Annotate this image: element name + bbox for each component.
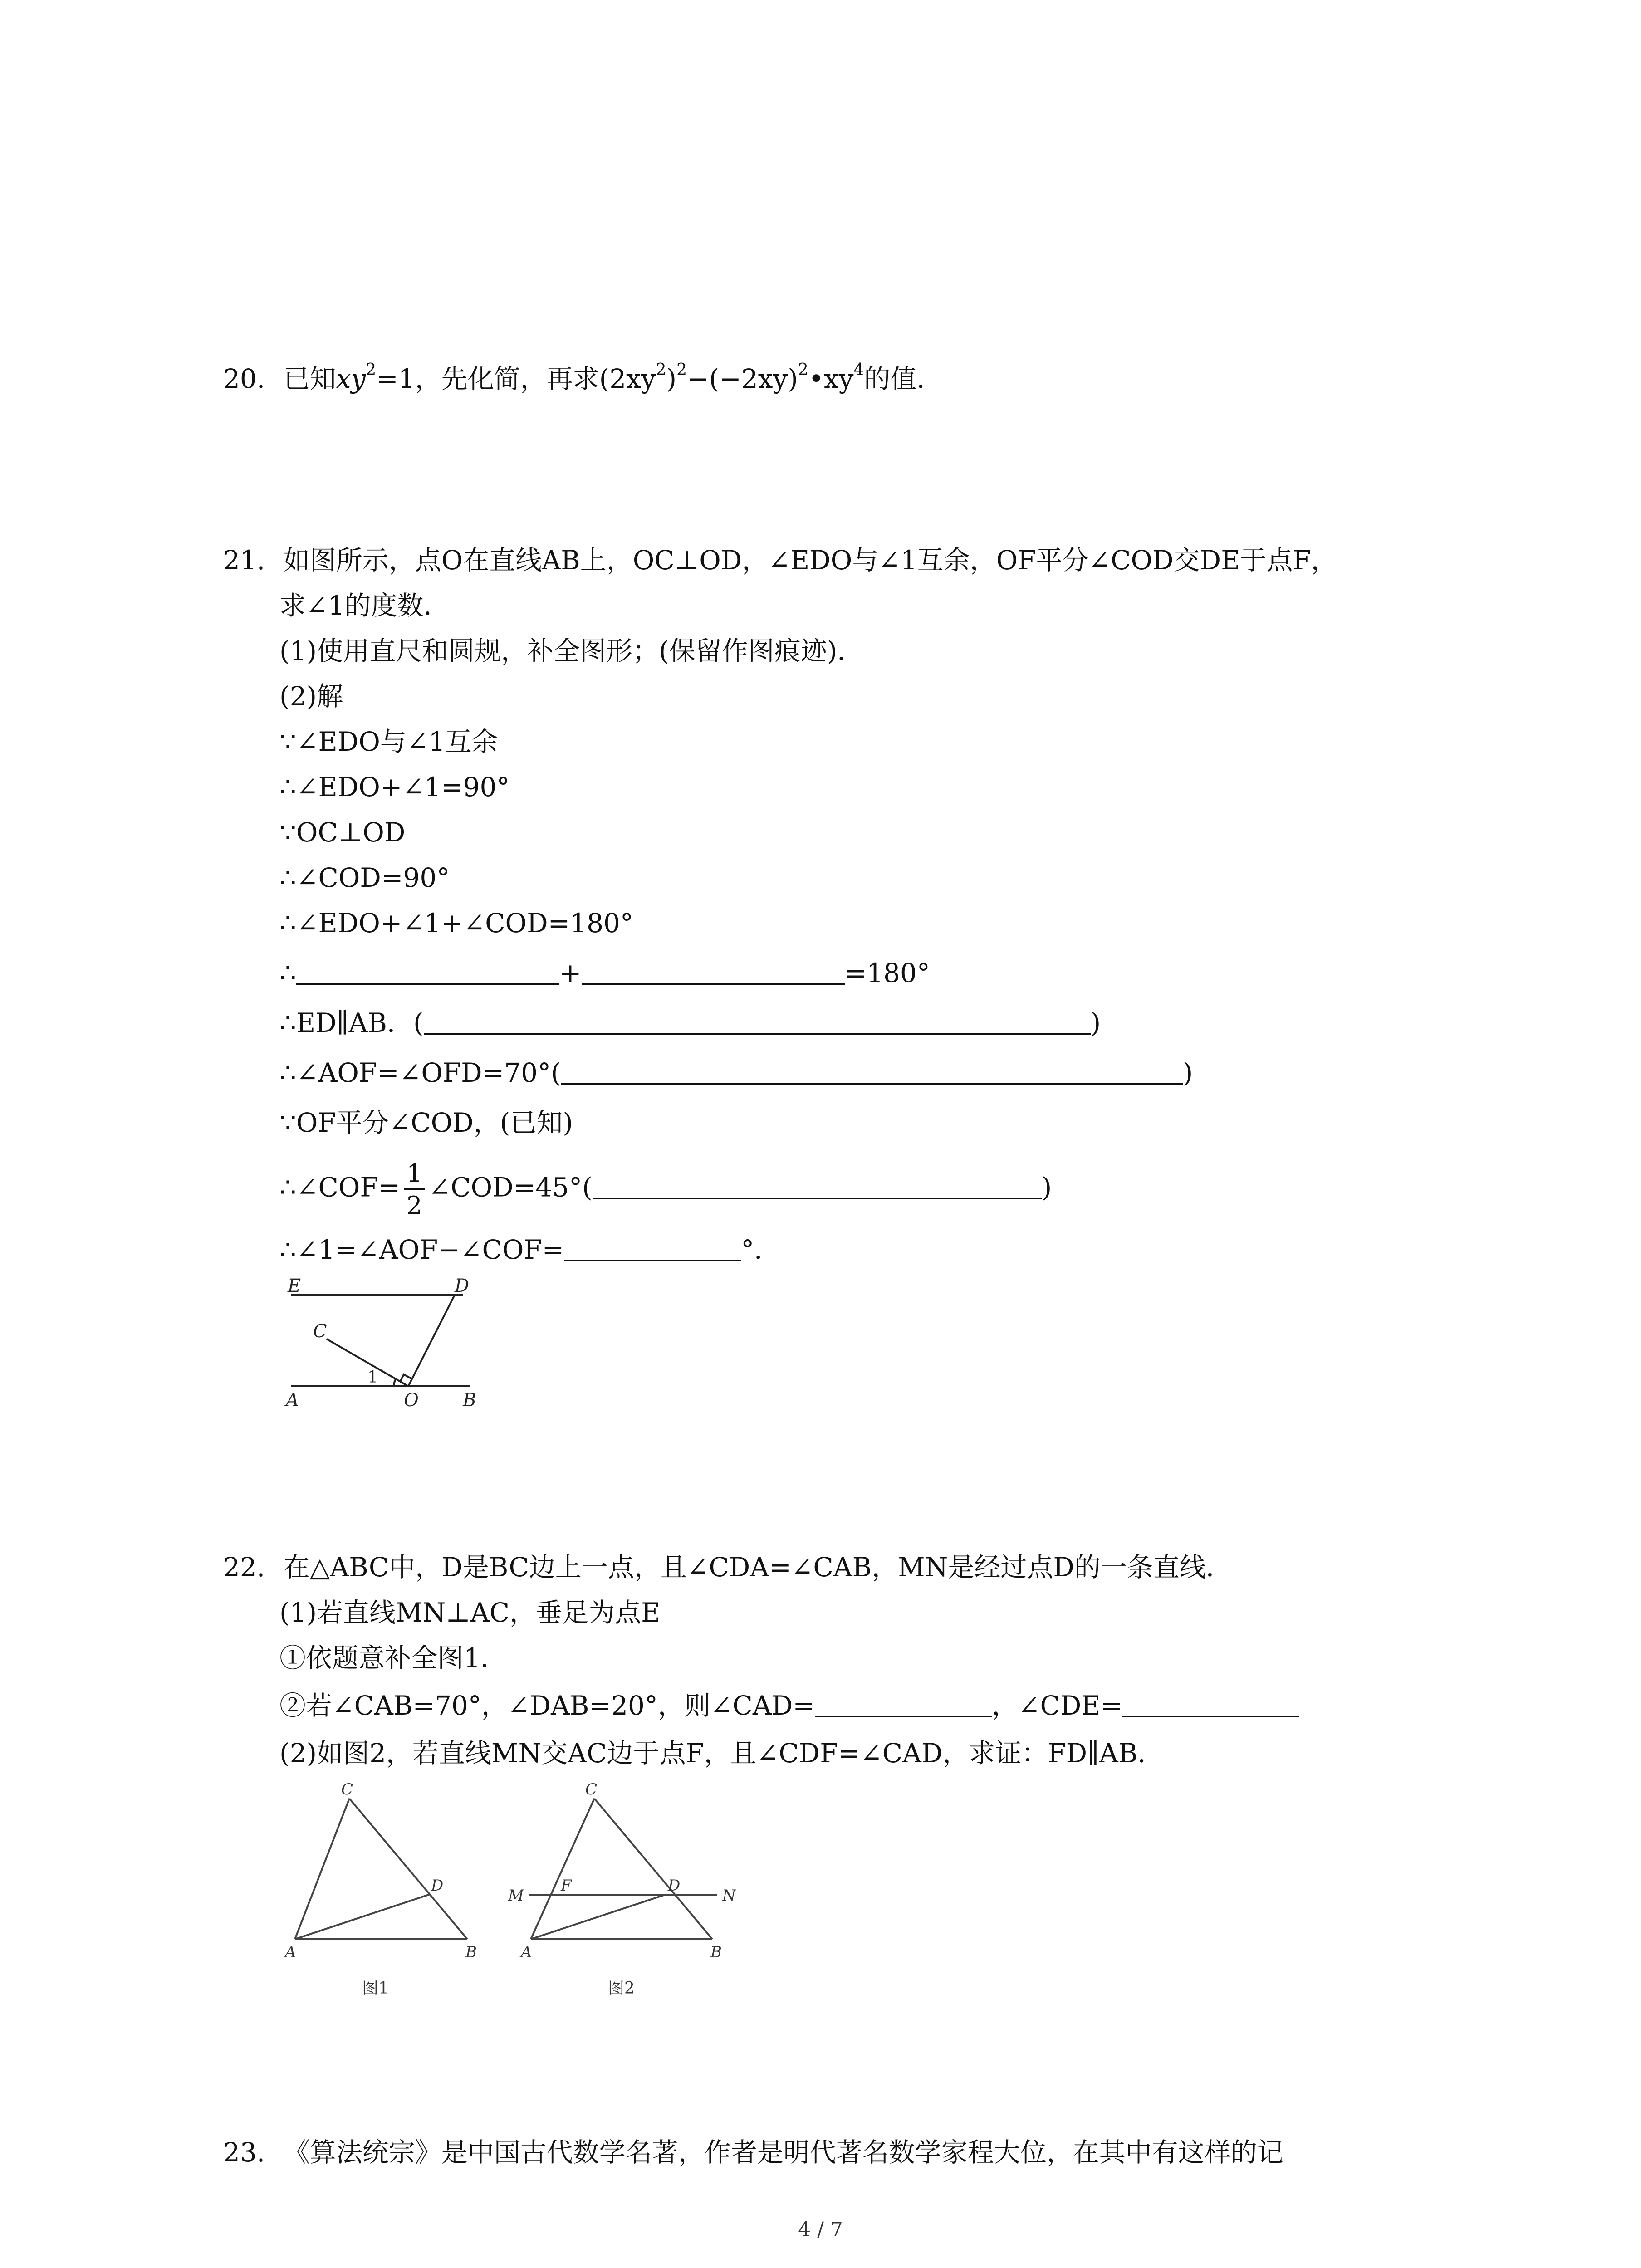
- q22-blank-2[interactable]: [1122, 1692, 1299, 1717]
- q21-line-14: [279, 1161, 1052, 1218]
- q22-f2-side-CB: [594, 1799, 712, 1939]
- q23-line-1: [223, 2136, 1283, 2168]
- q21-line-12: [279, 1057, 1193, 1089]
- q22-f2-label-F: F: [561, 1877, 572, 1895]
- q21-frac-num: 1: [404, 1161, 425, 1190]
- q21-l12-close: ): [1182, 1057, 1193, 1088]
- q22-figure-1: [281, 1778, 499, 2014]
- q21-l14-close: ): [1041, 1172, 1052, 1203]
- q23-number: 23.: [223, 2137, 265, 2168]
- q20-expr-d-exp: 4: [853, 360, 864, 379]
- q21-l12-text: ∴∠AOF=∠OFD=70°(: [279, 1057, 561, 1088]
- q22-figure-2: [504, 1778, 749, 2014]
- q20-line: [223, 360, 943, 395]
- q22-f1-label-A: A: [285, 1943, 296, 1961]
- q21-l15-degree: °．: [741, 1234, 781, 1265]
- q21-line-9: ∴∠EDO+∠1+∠COD=180°: [279, 908, 633, 938]
- page-number: 4 / 7: [798, 2218, 843, 2241]
- q22-f1-caption: 图1: [362, 1979, 389, 1998]
- q21-line-7: ∵OC⊥OD: [279, 817, 406, 848]
- q21-blank-5[interactable]: [593, 1174, 1042, 1199]
- q21-line-15: [279, 1234, 780, 1266]
- q22-line-5: (2)如图2，若直线MN交AC边于点F，且∠CDF=∠CAD，求证：FD∥AB．: [279, 1738, 1164, 1769]
- q21-line-3: (1)使用直尺和圆规，补全图形；(保留作图痕迹)．: [279, 635, 864, 666]
- q22-l4-text-b: ，∠CDE=: [991, 1690, 1123, 1721]
- q22-f1-side-AC: [295, 1799, 349, 1939]
- q20-expr-a-exp: 2: [656, 360, 666, 379]
- q21-l10-result: =180°: [844, 958, 930, 988]
- q21-line-OD: [408, 1295, 455, 1386]
- q20-cond-base: xy: [336, 363, 366, 394]
- q21-blank-3[interactable]: [424, 1010, 1091, 1035]
- q21-line-10: [279, 957, 930, 989]
- q20-text-1: 已知: [283, 363, 336, 394]
- q21-frac-den: 2: [407, 1191, 422, 1220]
- q20-text-2: 的值．: [864, 363, 943, 394]
- q22-f1-segment-AD: [295, 1894, 430, 1939]
- q22-line-4: [279, 1690, 1299, 1721]
- q22-blank-1[interactable]: [815, 1692, 992, 1717]
- q20-cond-val: =1，先化简，再求: [376, 363, 599, 394]
- q21-blank-1[interactable]: [296, 960, 559, 985]
- q21-figure: [281, 1275, 490, 1411]
- q22-f2-label-B: B: [710, 1943, 722, 1961]
- q22-f2-label-N: N: [722, 1887, 736, 1905]
- q21-label-O: O: [404, 1390, 419, 1411]
- q21-label-A: A: [286, 1390, 299, 1411]
- q21-number: 21.: [223, 545, 265, 576]
- q21-line-4: (2)解: [279, 681, 343, 712]
- q21-text-1: 如图所示，点O在直线AB上，OC⊥OD，∠EDO与∠1互余，OF平分∠COD交DE于点F，: [283, 545, 1337, 576]
- q21-line-13: ∵OF平分∠COD，(已知): [279, 1107, 573, 1138]
- q21-label-B: B: [463, 1390, 476, 1411]
- q22-l4-text: ②若∠CAB=70°，∠DAB=20°，则∠CAD=: [279, 1690, 815, 1721]
- q21-l10-therefore: ∴: [279, 958, 296, 988]
- q22-f1-label-D: D: [431, 1877, 444, 1895]
- q22-f1-side-CB: [349, 1799, 467, 1939]
- q22-f1-label-B: B: [465, 1943, 477, 1961]
- q20-expr-d: •xy: [808, 363, 854, 394]
- q21-l11-close: ): [1090, 1007, 1101, 1038]
- q22-line-3: ①依题意补全图1．: [279, 1642, 507, 1673]
- q21-line-6: ∴∠EDO+∠1=90°: [279, 772, 510, 802]
- q21-blank-2[interactable]: [582, 960, 845, 985]
- q21-blank-4[interactable]: [561, 1060, 1183, 1085]
- q21-line-11: [279, 1007, 1101, 1039]
- q23-text-1: 《算法统宗》是中国古代数学名著，作者是明代著名数学家程大位，在其中有这样的记: [283, 2137, 1283, 2168]
- q21-l15-text: ∴∠1=∠AOF−∠COF=: [279, 1234, 564, 1265]
- q22-line-1: [223, 1551, 1232, 1583]
- q21-l11-text: ∴ED∥AB．(: [279, 1007, 424, 1038]
- q21-l14-text-b: ∠COD=45°(: [428, 1172, 593, 1203]
- q20-expr-c-exp: 2: [798, 360, 808, 379]
- q21-label-1: 1: [367, 1368, 378, 1387]
- q21-l10-plus: +: [559, 958, 582, 988]
- q21-line-5: ∵∠EDO与∠1互余: [279, 726, 498, 757]
- q21-label-E: E: [288, 1276, 301, 1296]
- q22-f2-caption: 图2: [608, 1979, 635, 1998]
- q22-f2-segment-AD: [531, 1895, 665, 1939]
- q22-number: 22.: [223, 1552, 265, 1583]
- q21-label-C: C: [313, 1321, 327, 1342]
- q20-expr-c: −(−2xy): [687, 363, 798, 394]
- q21-fraction: [404, 1161, 425, 1218]
- q20-expr-b-exp: 2: [676, 360, 687, 379]
- q22-f2-label-D: D: [668, 1877, 681, 1895]
- q22-text-1: 在△ABC中，D是BC边上一点，且∠CDA=∠CAB，MN是经过点D的一条直线．: [283, 1552, 1232, 1583]
- q22-f2-label-C: C: [585, 1780, 598, 1799]
- q20-cond-exp: 2: [366, 360, 377, 379]
- q21-line-1: [223, 544, 1337, 576]
- q20-expr-b: ): [666, 363, 677, 394]
- q22-f2-side-AC: [531, 1799, 594, 1939]
- q21-blank-6[interactable]: [564, 1237, 741, 1261]
- q21-label-D: D: [455, 1276, 470, 1296]
- q22-f1-label-C: C: [341, 1780, 353, 1799]
- q21-angle-1-arc: [394, 1378, 396, 1386]
- q21-l14-text: ∴∠COF=: [279, 1172, 401, 1203]
- q20-number: 20.: [223, 363, 265, 394]
- q21-line-2: 求∠1的度数．: [279, 590, 450, 621]
- q21-line-8: ∴∠COD=90°: [279, 862, 450, 893]
- q22-line-2: (1)若直线MN⊥AC，垂足为点E: [279, 1597, 661, 1628]
- q22-f2-label-M: M: [508, 1887, 524, 1905]
- q22-f2-label-A: A: [521, 1943, 532, 1961]
- q20-expr-a: (2xy: [599, 363, 656, 394]
